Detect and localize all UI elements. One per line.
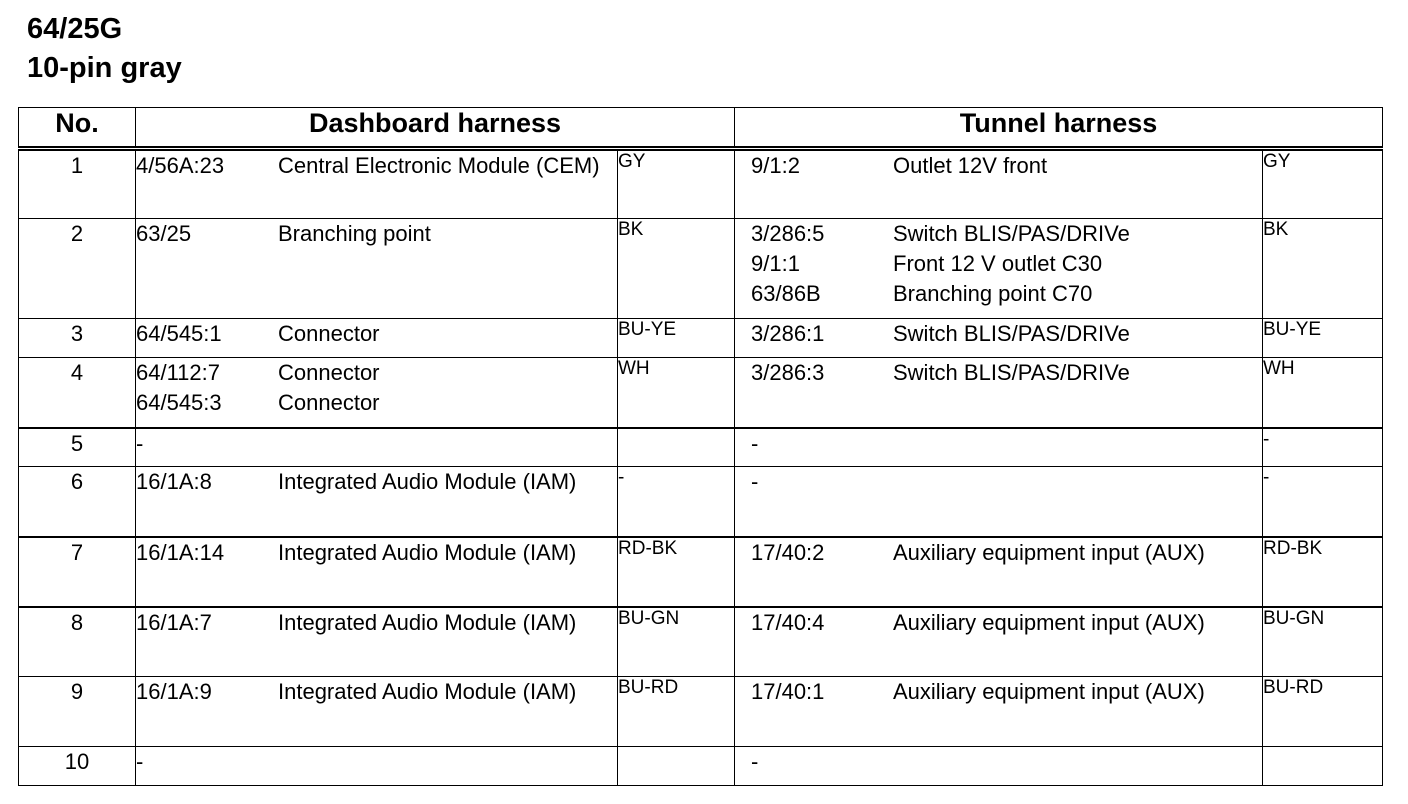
tunnel-entry: [751, 249, 1262, 279]
dashboard-component-code: 63/25: [136, 221, 192, 246]
dashboard-entry: [136, 151, 617, 181]
tunnel-wire-color: BU-GN: [1263, 607, 1383, 677]
table-row: [19, 747, 1383, 786]
tunnel-component-description: Auxiliary equipment input (AUX): [893, 539, 1205, 565]
dashboard-entry: [136, 747, 617, 777]
pin-number: 7: [19, 537, 136, 607]
tunnel-component-description: [893, 467, 1262, 497]
tunnel-wire-color: BU-RD: [1263, 677, 1383, 747]
tunnel-entry: [751, 279, 1262, 309]
dashboard-cell: [136, 358, 618, 428]
tunnel-component-code: 63/86B: [751, 281, 821, 306]
dashboard-component-description: Central Electronic Module (CEM): [278, 153, 600, 178]
tunnel-component-description: Switch BLIS/PAS/DRIVe: [893, 221, 1130, 246]
table-header-row: [19, 108, 1383, 149]
tunnel-wire-color: RD-BK: [1263, 537, 1383, 607]
tunnel-entry: [751, 467, 1262, 497]
table-row: [19, 319, 1383, 358]
dashboard-entry: [136, 677, 617, 707]
pin-number: 9: [19, 677, 136, 747]
column-header-dashboard-harness: Dashboard harness: [136, 108, 735, 149]
dashboard-cell: [136, 677, 618, 747]
pin-number: 1: [19, 149, 136, 219]
dashboard-component-code: 16/1A:14: [136, 539, 225, 565]
table-row: [19, 537, 1383, 607]
tunnel-component-code: 3/286:1: [751, 321, 825, 346]
tunnel-component-description: [893, 429, 1262, 459]
tunnel-wire-color: BK: [1263, 219, 1383, 319]
tunnel-component-code: -: [751, 469, 759, 494]
dashboard-entry: [136, 429, 617, 459]
table-row: [19, 467, 1383, 537]
dashboard-cell: [136, 428, 618, 467]
tunnel-cell: [735, 607, 1263, 677]
dashboard-cell: [136, 537, 618, 607]
dashboard-component-code: 64/545:3: [136, 390, 222, 415]
pin-number: 2: [19, 219, 136, 319]
column-header-tunnel-harness: Tunnel harness: [735, 108, 1383, 149]
dashboard-component-code: 64/112:7: [136, 360, 221, 385]
dashboard-component-description: [278, 747, 617, 777]
tunnel-entry: [751, 429, 1262, 459]
tunnel-cell: [735, 428, 1263, 467]
pin-number: 8: [19, 607, 136, 677]
dashboard-wire-color: [618, 747, 735, 786]
tunnel-component-description: Auxiliary equipment input (AUX): [893, 609, 1205, 635]
dashboard-entry: [136, 608, 617, 638]
dashboard-component-description: Integrated Audio Module (IAM): [278, 609, 577, 635]
tunnel-component-code: 17/40:4: [751, 609, 825, 635]
dashboard-wire-color: BK: [618, 219, 735, 319]
dashboard-cell: [136, 149, 618, 219]
dashboard-component-code: 16/1A:7: [136, 609, 212, 635]
dashboard-component-description: Integrated Audio Module (IAM): [278, 679, 577, 704]
tunnel-component-description: Auxiliary equipment input (AUX): [893, 679, 1205, 704]
dashboard-wire-color: [618, 428, 735, 467]
dashboard-component-code: 16/1A:9: [136, 679, 212, 704]
dashboard-cell: [136, 467, 618, 537]
connector-description-title: 10-pin gray: [27, 52, 182, 84]
tunnel-component-description: Outlet 12V front: [893, 153, 1048, 178]
tunnel-cell: [735, 149, 1263, 219]
tunnel-entry: [751, 538, 1262, 568]
pin-table-body: [19, 149, 1383, 786]
dashboard-component-description: Connector: [278, 390, 380, 415]
tunnel-component-description: Front 12 V outlet C30: [893, 251, 1103, 276]
tunnel-cell: [735, 467, 1263, 537]
table-row: [19, 219, 1383, 319]
dashboard-wire-color: GY: [618, 149, 735, 219]
tunnel-wire-color: [1263, 747, 1383, 786]
tunnel-cell: [735, 319, 1263, 358]
table-row: [19, 677, 1383, 747]
dashboard-entry: [136, 388, 617, 418]
dashboard-entry: [136, 319, 617, 349]
tunnel-component-description: Branching point C70: [893, 281, 1093, 306]
tunnel-component-code: -: [751, 430, 759, 456]
tunnel-wire-color: -: [1263, 428, 1383, 467]
dashboard-wire-color: BU-RD: [618, 677, 735, 747]
pin-number: 5: [19, 428, 136, 467]
tunnel-entry: [751, 747, 1262, 777]
pin-table: [18, 107, 1383, 786]
connector-id-title: 64/25G: [27, 13, 123, 45]
dashboard-cell: [136, 219, 618, 319]
pin-number: 3: [19, 319, 136, 358]
table-row: [19, 428, 1383, 467]
tunnel-component-description: Switch BLIS/PAS/DRIVe: [893, 360, 1130, 385]
tunnel-component-code: 3/286:3: [751, 360, 825, 385]
table-row: [19, 607, 1383, 677]
dashboard-entry: [136, 358, 617, 388]
tunnel-wire-color: -: [1263, 467, 1383, 537]
tunnel-entry: [751, 608, 1262, 638]
dashboard-cell: [136, 747, 618, 786]
dashboard-wire-color: WH: [618, 358, 735, 428]
tunnel-cell: [735, 677, 1263, 747]
pin-number: 4: [19, 358, 136, 428]
dashboard-wire-color: RD-BK: [618, 537, 735, 607]
tunnel-wire-color: WH: [1263, 358, 1383, 428]
tunnel-component-code: 17/40:1: [751, 679, 825, 704]
dashboard-component-description: Integrated Audio Module (IAM): [278, 539, 577, 565]
dashboard-wire-color: -: [618, 467, 735, 537]
table-row: [19, 149, 1383, 219]
tunnel-component-description: [893, 747, 1262, 777]
dashboard-wire-color: BU-YE: [618, 319, 735, 358]
pin-number: 10: [19, 747, 136, 786]
dashboard-component-code: 16/1A:8: [136, 469, 212, 494]
dashboard-component-code: 4/56A:23: [136, 153, 225, 178]
table-row: [19, 358, 1383, 428]
tunnel-wire-color: BU-YE: [1263, 319, 1383, 358]
dashboard-component-code: 64/545:1: [136, 321, 222, 346]
dashboard-component-description: Integrated Audio Module (IAM): [278, 469, 577, 494]
tunnel-component-code: 9/1:1: [751, 251, 800, 276]
tunnel-component-description: Switch BLIS/PAS/DRIVe: [893, 321, 1130, 346]
tunnel-cell: [735, 219, 1263, 319]
tunnel-component-code: 9/1:2: [751, 153, 800, 178]
dashboard-component-description: Connector: [278, 321, 380, 346]
dashboard-component-description: Connector: [278, 360, 380, 385]
tunnel-component-code: 3/286:5: [751, 221, 825, 246]
dashboard-entry: [136, 467, 617, 497]
tunnel-wire-color: GY: [1263, 149, 1383, 219]
dashboard-component-description: [278, 429, 617, 459]
dashboard-component-code: -: [136, 430, 144, 456]
dashboard-wire-color: BU-GN: [618, 607, 735, 677]
dashboard-component-code: -: [136, 749, 144, 774]
dashboard-component-description: Branching point: [278, 221, 431, 246]
tunnel-cell: [735, 747, 1263, 786]
pin-number: 6: [19, 467, 136, 537]
tunnel-cell: [735, 537, 1263, 607]
dashboard-cell: [136, 607, 618, 677]
dashboard-entry: [136, 538, 617, 568]
tunnel-entry: [751, 219, 1262, 249]
tunnel-entry: [751, 319, 1262, 349]
tunnel-entry: [751, 151, 1262, 181]
tunnel-component-code: 17/40:2: [751, 539, 825, 565]
tunnel-cell: [735, 358, 1263, 428]
dashboard-cell: [136, 319, 618, 358]
tunnel-entry: [751, 358, 1262, 388]
dashboard-entry: [136, 219, 617, 249]
tunnel-entry: [751, 677, 1262, 707]
tunnel-component-code: -: [751, 749, 759, 774]
column-header-no: No.: [19, 108, 136, 149]
